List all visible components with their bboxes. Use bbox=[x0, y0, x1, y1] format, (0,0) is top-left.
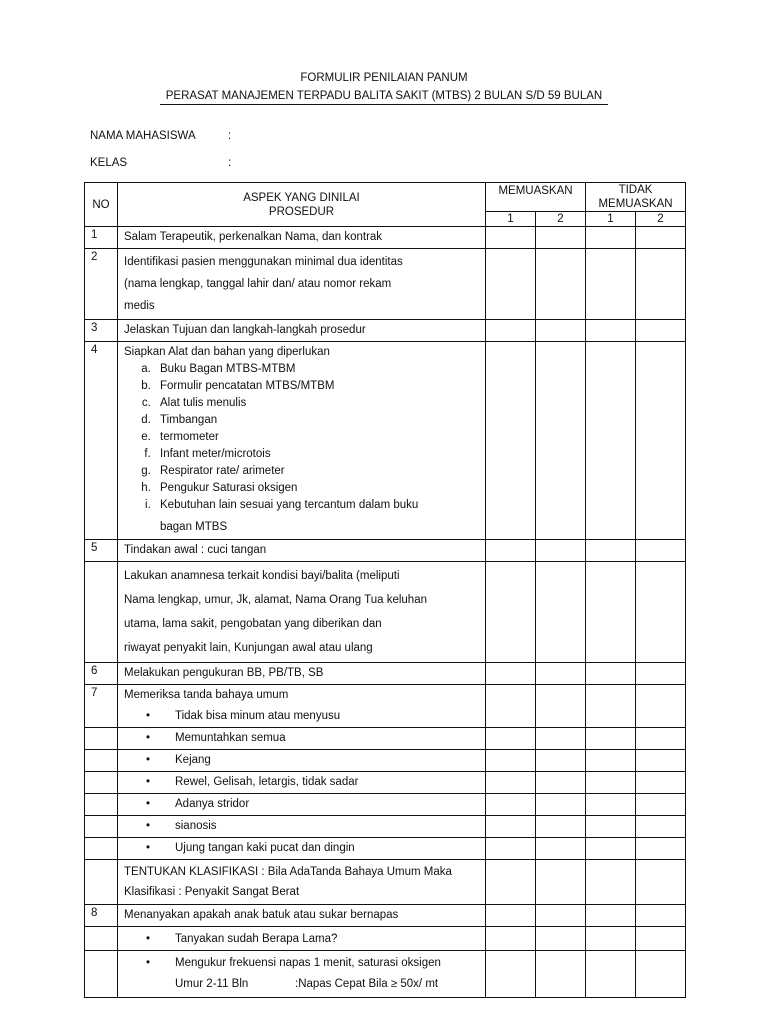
list-item bbox=[124, 730, 479, 747]
header-tidak-line1: TIDAK bbox=[618, 184, 653, 196]
score-cell[interactable] bbox=[636, 540, 686, 562]
table-header-row bbox=[85, 183, 686, 212]
row-number bbox=[85, 728, 118, 750]
header-memuaskan: MEMUASKAN bbox=[486, 183, 586, 212]
row-text bbox=[118, 951, 486, 998]
list-item: d. Timbangan bbox=[154, 412, 479, 429]
table-row bbox=[85, 663, 686, 685]
list-item-text: Kejang bbox=[175, 754, 211, 766]
row-number bbox=[85, 750, 118, 772]
form-subtitle-text: PERASAT MANAJEMEN TERPADU BALITA SAKIT (MTBS) 2 BULAN S/D 59 BULAN bbox=[160, 90, 608, 105]
score-cell[interactable] bbox=[536, 249, 586, 320]
score-cell[interactable] bbox=[536, 860, 586, 905]
row-number: 3 bbox=[85, 320, 118, 342]
header-aspek-line2: PROSEDUR bbox=[268, 205, 335, 218]
list-item bbox=[124, 931, 479, 948]
list-item-text: Tanyakan sudah Berapa Lama? bbox=[175, 933, 338, 945]
list-item bbox=[124, 774, 479, 791]
score-cell[interactable] bbox=[636, 227, 686, 249]
row-number bbox=[85, 927, 118, 951]
score-cell[interactable] bbox=[586, 927, 636, 951]
class-label: KELAS bbox=[90, 157, 128, 169]
row-number: 6 bbox=[85, 663, 118, 685]
score-cell[interactable] bbox=[486, 342, 536, 540]
score-cell[interactable] bbox=[636, 320, 686, 342]
row-text bbox=[118, 772, 486, 794]
row-text-line: (nama lengkap, tanggal lahir dan/ atau nomor rekam bbox=[124, 278, 392, 290]
score-cell[interactable] bbox=[636, 772, 686, 794]
score-cell[interactable] bbox=[536, 728, 586, 750]
table-row bbox=[85, 951, 686, 998]
row-number: 1 bbox=[85, 227, 118, 249]
subheader-4: 2 bbox=[636, 212, 686, 227]
class-field bbox=[90, 157, 231, 169]
row-text-line: riwayat penyakit lain, Kunjungan awal atau ulang bbox=[124, 642, 373, 654]
table-row bbox=[85, 728, 686, 750]
score-cell[interactable] bbox=[586, 562, 636, 663]
list-item bbox=[124, 840, 479, 857]
score-cell[interactable] bbox=[536, 951, 586, 998]
score-cell[interactable] bbox=[486, 562, 536, 663]
score-cell[interactable] bbox=[636, 905, 686, 927]
equipment-list bbox=[124, 361, 479, 514]
row-text bbox=[118, 816, 486, 838]
list-item bbox=[124, 708, 479, 725]
row-number: 7 bbox=[85, 685, 118, 728]
score-cell[interactable] bbox=[536, 816, 586, 838]
list-item-text: sianosis bbox=[175, 820, 217, 832]
list-item-continuation: bagan MTBS bbox=[160, 521, 228, 533]
row-text-line bbox=[124, 974, 479, 995]
score-cell[interactable] bbox=[586, 249, 636, 320]
student-name-field bbox=[90, 130, 231, 142]
row-text: Jelaskan Tujuan dan langkah-langkah prosedur bbox=[118, 320, 486, 342]
score-cell[interactable] bbox=[586, 860, 636, 905]
table-row bbox=[85, 794, 686, 816]
score-cell[interactable] bbox=[536, 663, 586, 685]
row-text-line: TENTUKAN KLASIFIKASI : Bila AdaTanda Bahaya Umum Maka bbox=[124, 866, 452, 878]
row-number bbox=[85, 772, 118, 794]
list-item bbox=[124, 818, 479, 835]
score-cell[interactable] bbox=[486, 663, 536, 685]
score-cell[interactable] bbox=[586, 951, 636, 998]
score-cell[interactable] bbox=[536, 227, 586, 249]
score-cell[interactable] bbox=[636, 816, 686, 838]
row-text: Melakukan pengukuran BB, PB/TB, SB bbox=[118, 663, 486, 685]
table-row bbox=[85, 750, 686, 772]
header-no: NO bbox=[85, 183, 118, 227]
row-text bbox=[118, 249, 486, 320]
list-item: h. Pengukur Saturasi oksigen bbox=[154, 480, 479, 497]
age-range: Umur 2-11 Bln bbox=[175, 978, 249, 990]
score-cell[interactable] bbox=[486, 860, 536, 905]
list-item: e. termometer bbox=[154, 429, 479, 446]
score-cell[interactable] bbox=[486, 320, 536, 342]
row-text bbox=[118, 685, 486, 728]
score-cell[interactable] bbox=[636, 342, 686, 540]
row-text: Salam Terapeutik, perkenalkan Nama, dan kontrak bbox=[118, 227, 486, 249]
list-item-text: Tidak bisa minum atau menyusu bbox=[175, 710, 341, 722]
score-cell[interactable] bbox=[486, 249, 536, 320]
subheader-1: 1 bbox=[486, 212, 536, 227]
score-cell[interactable] bbox=[536, 320, 586, 342]
table-row bbox=[85, 320, 686, 342]
row-number bbox=[85, 816, 118, 838]
row-text-line: Lakukan anamnesa terkait kondisi bayi/balita (meliputi bbox=[124, 570, 400, 582]
header-tidak-memuaskan bbox=[586, 183, 686, 212]
score-cell[interactable] bbox=[586, 227, 636, 249]
score-cell[interactable] bbox=[486, 838, 536, 860]
score-cell[interactable] bbox=[636, 794, 686, 816]
list-item-text: Mengukur frekuensi napas 1 menit, saturasi oksigen bbox=[175, 957, 441, 969]
score-cell[interactable] bbox=[536, 540, 586, 562]
fast-breathing-rule: :Napas Cepat Bila ≥ 50x/ mt bbox=[295, 978, 439, 990]
score-cell[interactable] bbox=[486, 951, 536, 998]
row-text-line: utama, lama sakit, pengobatan yang diberikan dan bbox=[124, 618, 382, 630]
score-cell[interactable] bbox=[536, 342, 586, 540]
list-item-text: Rewel, Gelisah, letargis, tidak sadar bbox=[175, 776, 359, 788]
score-cell[interactable] bbox=[486, 728, 536, 750]
score-cell[interactable] bbox=[536, 905, 586, 927]
score-cell[interactable] bbox=[536, 562, 586, 663]
table-row bbox=[85, 816, 686, 838]
row-text: Tindakan awal : cuci tangan bbox=[118, 540, 486, 562]
list-item: g. Respirator rate/ arimeter bbox=[154, 463, 479, 480]
list-item: c. Alat tulis menulis bbox=[154, 395, 479, 412]
score-cell[interactable] bbox=[586, 342, 636, 540]
score-cell[interactable] bbox=[586, 728, 636, 750]
score-cell[interactable] bbox=[586, 685, 636, 728]
score-cell[interactable] bbox=[586, 905, 636, 927]
table-row bbox=[85, 927, 686, 951]
table-row bbox=[85, 685, 686, 728]
header-aspek bbox=[118, 183, 486, 227]
header-aspek-line1: ASPEK YANG DINILAI bbox=[243, 191, 360, 204]
assessment-table bbox=[84, 182, 686, 998]
score-cell[interactable] bbox=[536, 927, 586, 951]
score-cell[interactable] bbox=[636, 838, 686, 860]
score-cell[interactable] bbox=[536, 838, 586, 860]
list-item: f. Infant meter/microtois bbox=[154, 446, 479, 463]
table-row bbox=[85, 562, 686, 663]
header-tidak-line2: MEMUASKAN bbox=[598, 198, 673, 210]
row-number: 8 bbox=[85, 905, 118, 927]
score-cell[interactable] bbox=[486, 927, 536, 951]
table-row bbox=[85, 342, 686, 540]
table-row bbox=[85, 838, 686, 860]
score-cell[interactable] bbox=[536, 794, 586, 816]
subheader-3: 1 bbox=[586, 212, 636, 227]
row-text bbox=[118, 728, 486, 750]
class-colon: : bbox=[228, 157, 232, 169]
score-cell[interactable] bbox=[536, 685, 586, 728]
score-cell[interactable] bbox=[486, 905, 536, 927]
score-cell[interactable] bbox=[586, 816, 636, 838]
score-cell[interactable] bbox=[486, 816, 536, 838]
row-text bbox=[118, 838, 486, 860]
score-cell[interactable] bbox=[636, 685, 686, 728]
row-text-line: Identifikasi pasien menggunakan minimal dua identitas bbox=[124, 256, 403, 268]
row-text-line: Klasifikasi : Penyakit Sangat Berat bbox=[124, 886, 300, 898]
list-item: i. Kebutuhan lain sesuai yang tercantum dalam buku bbox=[154, 497, 479, 514]
score-cell[interactable] bbox=[586, 663, 636, 685]
row-number: 5 bbox=[85, 540, 118, 562]
row-text bbox=[118, 342, 486, 540]
row-number bbox=[85, 794, 118, 816]
score-cell[interactable] bbox=[636, 249, 686, 320]
score-cell[interactable] bbox=[636, 860, 686, 905]
row-text bbox=[118, 750, 486, 772]
student-name-label: NAMA MAHASISWA bbox=[90, 130, 196, 142]
score-cell[interactable] bbox=[586, 540, 636, 562]
row-number: 4 bbox=[85, 342, 118, 540]
score-cell[interactable] bbox=[486, 750, 536, 772]
score-cell[interactable] bbox=[486, 685, 536, 728]
list-item: b. Formulir pencatatan MTBS/MTBM bbox=[154, 378, 479, 395]
score-cell[interactable] bbox=[636, 562, 686, 663]
list-item bbox=[124, 752, 479, 769]
table-row bbox=[85, 905, 686, 927]
row-text bbox=[118, 860, 486, 905]
row-number: 2 bbox=[85, 249, 118, 320]
score-cell[interactable] bbox=[586, 794, 636, 816]
score-cell[interactable] bbox=[486, 794, 536, 816]
score-cell[interactable] bbox=[586, 320, 636, 342]
list-item-text: Memuntahkan semua bbox=[175, 732, 286, 744]
table-row bbox=[85, 540, 686, 562]
row-number bbox=[85, 951, 118, 998]
score-cell[interactable] bbox=[536, 750, 586, 772]
row-number bbox=[85, 838, 118, 860]
list-item-text: Ujung tangan kaki pucat dan dingin bbox=[175, 842, 355, 854]
row-text-line bbox=[124, 519, 479, 536]
score-cell[interactable] bbox=[636, 951, 686, 998]
table-row bbox=[85, 249, 686, 320]
score-cell[interactable] bbox=[636, 750, 686, 772]
row-text-line: Memeriksa tanda bahaya umum bbox=[124, 689, 289, 701]
list-item bbox=[124, 796, 479, 813]
student-name-colon: : bbox=[228, 130, 232, 142]
table-row bbox=[85, 227, 686, 249]
score-cell[interactable] bbox=[586, 750, 636, 772]
subheader-2: 2 bbox=[536, 212, 586, 227]
form-title: FORMULIR PENILAIAN PANUM bbox=[300, 72, 468, 84]
row-text-line: Siapkan Alat dan bahan yang diperlukan bbox=[124, 346, 330, 358]
score-cell[interactable] bbox=[486, 772, 536, 794]
score-cell[interactable] bbox=[636, 728, 686, 750]
row-text-line: Nama lengkap, umur, Jk, alamat, Nama Orang Tua keluhan bbox=[124, 594, 427, 606]
row-text-line: medis bbox=[124, 300, 155, 312]
row-text bbox=[118, 927, 486, 951]
table-row bbox=[85, 772, 686, 794]
row-text bbox=[118, 562, 486, 663]
list-item: a. Buku Bagan MTBS-MTBM bbox=[154, 361, 479, 378]
list-item bbox=[124, 953, 479, 974]
table-row bbox=[85, 860, 686, 905]
score-cell[interactable] bbox=[586, 838, 636, 860]
row-text: Menanyakan apakah anak batuk atau sukar bernapas bbox=[118, 905, 486, 927]
row-text bbox=[118, 794, 486, 816]
list-item-text: Adanya stridor bbox=[175, 798, 250, 810]
score-cell[interactable] bbox=[486, 227, 536, 249]
score-cell[interactable] bbox=[586, 772, 636, 794]
row-number bbox=[85, 562, 118, 663]
score-cell[interactable] bbox=[486, 540, 536, 562]
score-cell[interactable] bbox=[636, 927, 686, 951]
row-number bbox=[85, 860, 118, 905]
form-subtitle bbox=[0, 90, 768, 105]
score-cell[interactable] bbox=[636, 663, 686, 685]
score-cell[interactable] bbox=[536, 772, 586, 794]
